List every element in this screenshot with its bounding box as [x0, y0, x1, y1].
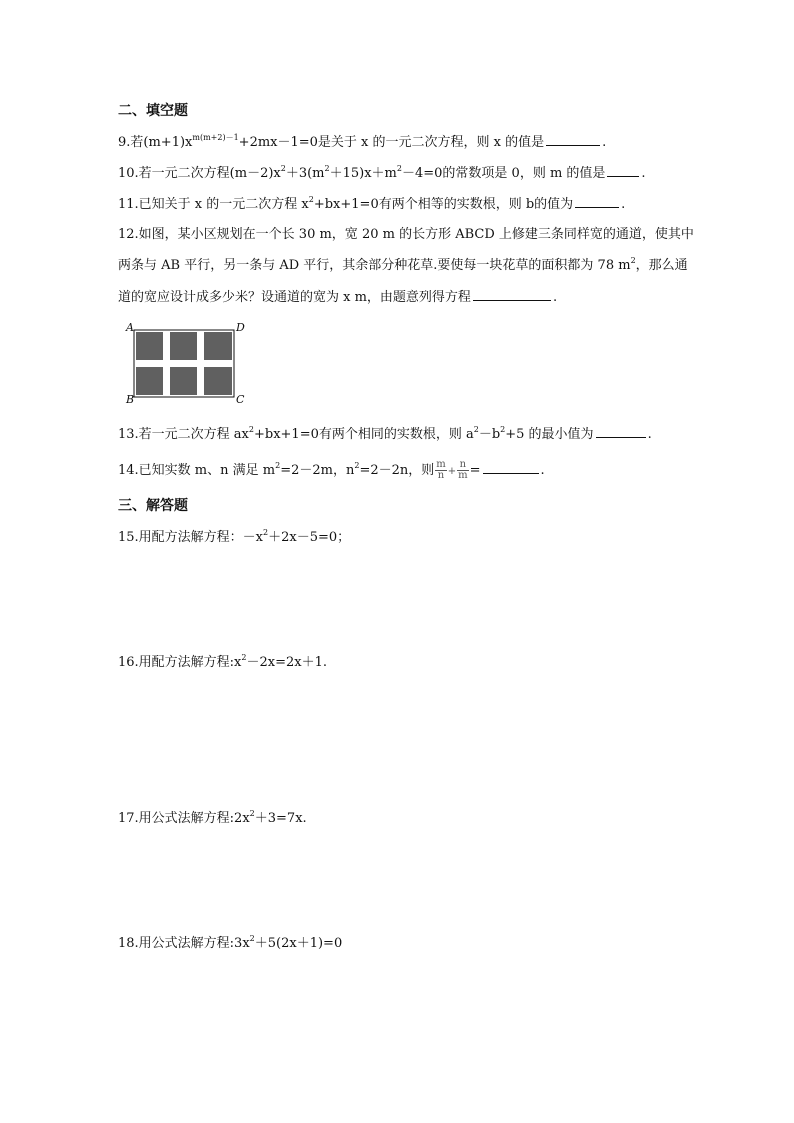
q16-sup: 2	[241, 653, 247, 662]
section-title-answer: 三、解答题	[118, 498, 188, 514]
q13-end: .	[647, 427, 652, 442]
q9-answer-blank[interactable]	[546, 133, 600, 146]
q10-text-b: ＋3(m	[285, 166, 325, 181]
q14-text-b: =2－2m，n	[280, 463, 355, 478]
garden-diagram	[120, 325, 250, 405]
q13-text-c: －b	[478, 427, 501, 442]
q18-sup: 2	[249, 934, 255, 943]
q13-answer-blank[interactable]	[596, 425, 646, 438]
q12-answer-blank[interactable]	[473, 288, 551, 301]
flower-bed-6	[204, 367, 232, 395]
q16-text-a: 16.用配方法解方程:x	[118, 655, 242, 670]
vertex-label-d: D	[236, 321, 245, 334]
q13-text-a: 13.若一元二次方程 ax	[118, 427, 249, 442]
q12-end: .	[552, 290, 558, 305]
q17-text-a: 17.用公式法解方程:2x	[118, 811, 250, 826]
q14-text-c: =2－2n，则	[359, 463, 435, 478]
q16-text-b: －2x=2x＋1.	[246, 655, 327, 670]
fraction-1-denominator: n	[437, 470, 445, 481]
q14-sup-1: 2	[275, 461, 281, 470]
q13-text-d: +5 的最小值为	[505, 427, 594, 442]
flower-bed-2	[170, 332, 197, 360]
vertex-label-b: B	[126, 393, 135, 406]
q13-text-b: +bx+1=0有两个相同的实数根，则 a	[253, 427, 474, 442]
q11-text-a: 11.已知关于 x 的一元二次方程 x	[118, 197, 309, 212]
fraction-m-over-n	[435, 460, 446, 481]
q17-sup: 2	[249, 809, 255, 818]
q15-text-a: 15.用配方法解方程：－x	[118, 530, 264, 545]
vertex-label-c: C	[236, 393, 245, 406]
q14-text-a: 14.已知实数 m、n 满足 m	[118, 463, 276, 478]
question-9	[118, 133, 606, 152]
q11-end: .	[621, 197, 626, 212]
fraction-n-over-m	[457, 460, 468, 481]
q9-exponent: m(m+2)－1	[192, 133, 239, 142]
question-18	[118, 935, 342, 953]
q14-end: .	[540, 463, 545, 478]
question-14	[118, 460, 545, 481]
q9-text-b: +2mx－1=0是关于 x 的一元二次方程，则 x 的值是	[238, 135, 545, 150]
flower-bed-1	[136, 332, 163, 360]
q18-text-b: ＋5(2x＋1)=0	[254, 936, 343, 951]
question-17	[118, 810, 307, 828]
q14-equals: =	[469, 463, 481, 478]
q13-sup-3: 2	[500, 425, 506, 434]
q13-sup-2: 2	[473, 425, 479, 434]
q11-answer-blank[interactable]	[575, 195, 619, 208]
fraction-2-denominator: m	[458, 470, 468, 481]
question-10	[118, 164, 646, 183]
q11-sup: 2	[308, 195, 314, 204]
q12-text-l2a: 两条与 AB 平行，另一条与 AD 平行，其余部分种花草.要使每一块花草的面积都为 78 m	[118, 258, 631, 273]
q10-text-a: 10.若一元二次方程(m－2)x	[118, 166, 281, 181]
q9-text-a: 9.若(m+1)x	[118, 135, 193, 150]
q12-text-l2b: ，那么通	[635, 258, 688, 273]
q12-sup: 2	[630, 256, 636, 265]
flower-bed-4	[136, 367, 163, 395]
question-16	[118, 654, 327, 672]
question-13	[118, 425, 652, 444]
q10-sup-1: 2	[280, 164, 286, 173]
q9-end: .	[602, 135, 607, 150]
q10-sup-3: 2	[396, 164, 402, 173]
fraction-2-numerator: n	[457, 460, 468, 471]
q18-text-a: 18.用公式法解方程:3x	[118, 936, 250, 951]
q10-sup-2: 2	[324, 164, 330, 173]
q14-sup-2: 2	[354, 461, 360, 470]
q10-end: .	[641, 166, 646, 181]
question-11	[118, 195, 625, 214]
fraction-plus: +	[447, 466, 457, 477]
q11-text-b: +bx+1=0有两个相等的实数根，则 b的值为	[313, 197, 574, 212]
q15-text-b: ＋2x－5=0；	[268, 530, 351, 545]
question-12-line-2	[118, 257, 688, 275]
q10-text-c: ＋15)x＋m	[329, 166, 397, 181]
q10-text-d: －4=0的常数项是 0，则 m 的值是	[401, 166, 606, 181]
q15-sup: 2	[263, 528, 269, 537]
fraction-1-numerator: m	[436, 459, 446, 470]
q14-answer-blank[interactable]	[483, 461, 539, 474]
q13-sup-1: 2	[248, 425, 254, 434]
question-15	[118, 529, 350, 547]
vertex-label-a: A	[126, 321, 134, 334]
rectangle-abcd-figure	[120, 321, 250, 406]
q12-text-l3: 道的宽应设计成多少米？设通道的宽为 x m，由题意列得方程	[118, 290, 471, 305]
flower-bed-5	[170, 367, 197, 395]
question-12-line-3	[118, 288, 557, 307]
q10-answer-blank[interactable]	[607, 164, 639, 177]
flower-bed-3	[204, 332, 232, 360]
section-title-fill-in: 二、填空题	[118, 103, 188, 119]
q17-text-b: ＋3=7x.	[254, 811, 307, 826]
question-12-line-1: 12.如图，某小区规划在一个长 30 m，宽 20 m 的长方形 ABCD 上修建三条同样宽的通道，使其中	[118, 227, 694, 242]
